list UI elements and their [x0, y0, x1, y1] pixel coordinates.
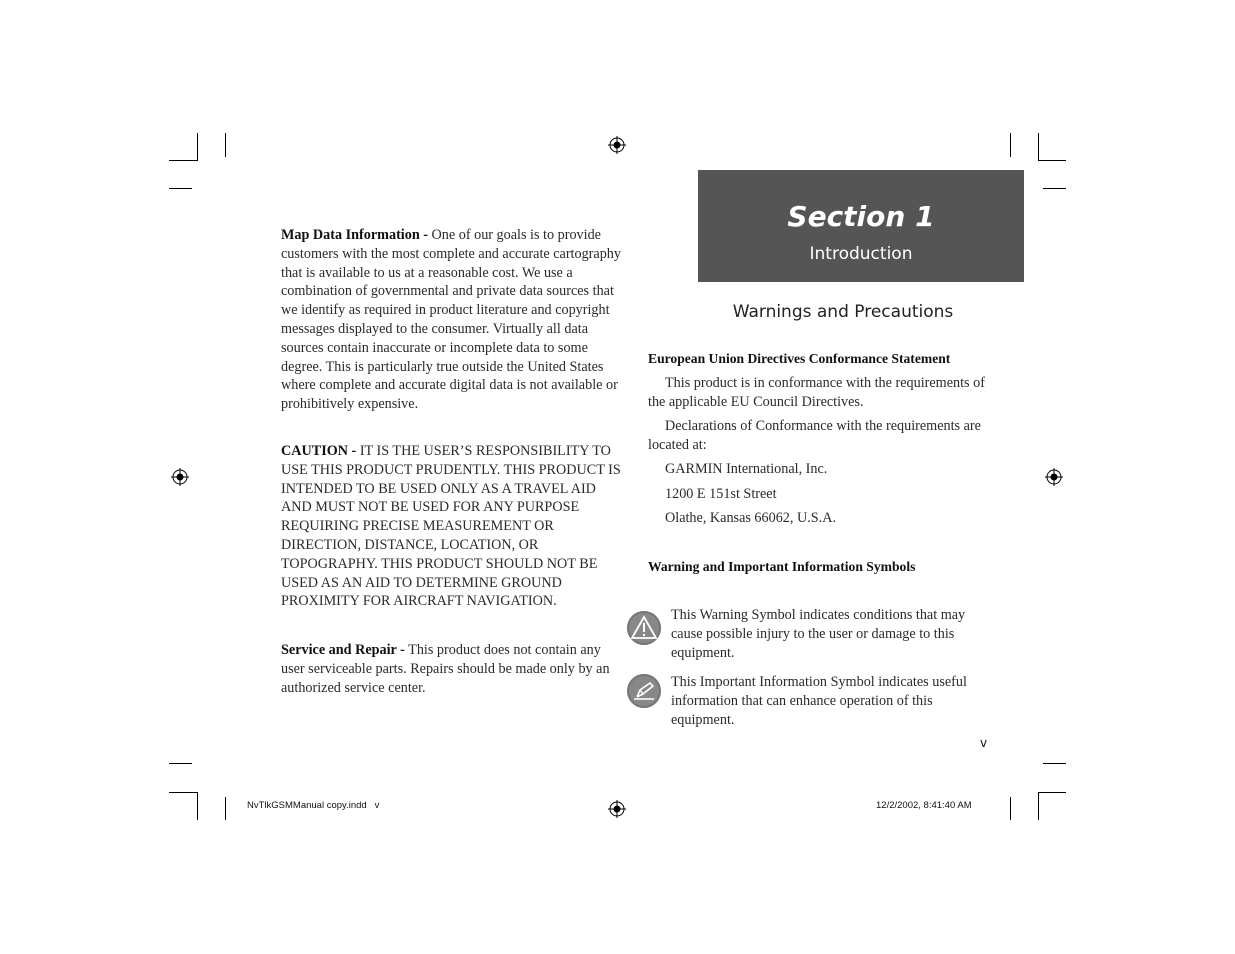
- crop-mark: [1010, 797, 1011, 820]
- crop-mark: [1010, 133, 1011, 157]
- section-title: Section 1: [787, 200, 935, 233]
- caution-paragraph: [281, 442, 623, 611]
- warning-symbol-text: This Warning Symbol indicates conditions that may cause possible injury to the user or damage to this equipment.: [671, 607, 966, 661]
- footer-file: NvTlkGSMManual copy.indd v: [247, 800, 380, 811]
- address-line-3: Olathe, Kansas 66062, U.S.A.: [665, 510, 837, 526]
- crop-mark: [1038, 133, 1039, 161]
- crop-mark: [1043, 188, 1066, 189]
- left-column: [281, 226, 623, 698]
- section-banner: [698, 170, 1024, 282]
- crop-mark: [1043, 763, 1066, 764]
- info-symbol-text: This Important Information Symbol indicates useful information that can enhance operation of this equipment.: [671, 674, 967, 728]
- registration-mark-icon: [608, 136, 626, 154]
- pencil-note-icon: [627, 674, 661, 708]
- eu-paragraph-1: [648, 374, 993, 412]
- service-paragraph: [281, 641, 623, 697]
- caution-text: IT IS THE USER’S RESPONSIBILITY TO USE THIS PRODUCT PRUDENTLY. THIS PRODUCT IS INTENDED TO BE USED ONLY AS A TRAVEL AID AND MUST NOT BE USED FOR ANY PURPOSE REQUIRING PRECISE MEASUREMENT OR DIRECTION, DISTANCE, LOCATION, OR TOPOGRAPHY. THIS PRODUCT SHOULD NOT BE USED AS AN AID TO DETERMINE GROUND PROXIMITY FOR AIRCRAFT NAVIGATION.: [281, 442, 621, 610]
- warnings-heading: Warnings and Precautions: [732, 302, 954, 322]
- map-data-label: Map Data Information -: [281, 227, 428, 243]
- crop-mark: [169, 188, 192, 189]
- map-data-paragraph: [281, 226, 623, 414]
- crop-mark: [169, 792, 197, 793]
- crop-mark: [197, 133, 198, 161]
- crop-mark: [169, 160, 197, 161]
- address-line-2: 1200 E 151st Street: [665, 486, 777, 502]
- crop-mark: [169, 763, 192, 764]
- footer-timestamp: 12/2/2002, 8:41:40 AM: [876, 800, 972, 811]
- crop-mark: [197, 792, 198, 820]
- registration-mark-icon: [1045, 468, 1063, 486]
- crop-mark: [1038, 792, 1039, 820]
- eu-paragraph-1-text: This product is in conformance with the requirements of the applicable EU Council Directives.: [648, 375, 985, 410]
- map-data-text: One of our goals is to provide customers with the most complete and accurate cartography that is available to us at a reasonable cost. We use a combination of governmental and private data sources that we identify as required in product literature and copyright messages displayed to the consumer. Virtually all data sources contain inaccurate or incomplete data to some degree. This is particularly true outside the United States where complete and accurate digital data is not available or prohibitively expensive.: [281, 227, 621, 413]
- caution-label: CAUTION -: [281, 442, 357, 459]
- registration-mark-icon: [171, 468, 189, 486]
- service-text: This product does not contain any user serviceable parts. Repairs should be made only by an authorized service center.: [281, 642, 610, 696]
- page-number: v: [980, 736, 988, 750]
- crop-mark: [1038, 792, 1066, 793]
- eu-paragraph-2: [648, 417, 993, 455]
- registration-mark-icon: [608, 800, 626, 818]
- eu-paragraph-2-text: Declarations of Conformance with the requirements are located at:: [648, 418, 981, 453]
- eu-heading: European Union Directives Conformance Statement: [648, 351, 951, 366]
- address-line-1: GARMIN International, Inc.: [665, 461, 828, 477]
- crop-mark: [1038, 160, 1066, 161]
- service-label: Service and Repair -: [281, 642, 405, 659]
- warning-triangle-icon: [627, 611, 661, 645]
- section-subtitle: Introduction: [809, 244, 913, 264]
- crop-mark: [225, 133, 226, 157]
- symbols-heading: Warning and Important Information Symbols: [648, 559, 916, 574]
- crop-mark: [225, 797, 226, 820]
